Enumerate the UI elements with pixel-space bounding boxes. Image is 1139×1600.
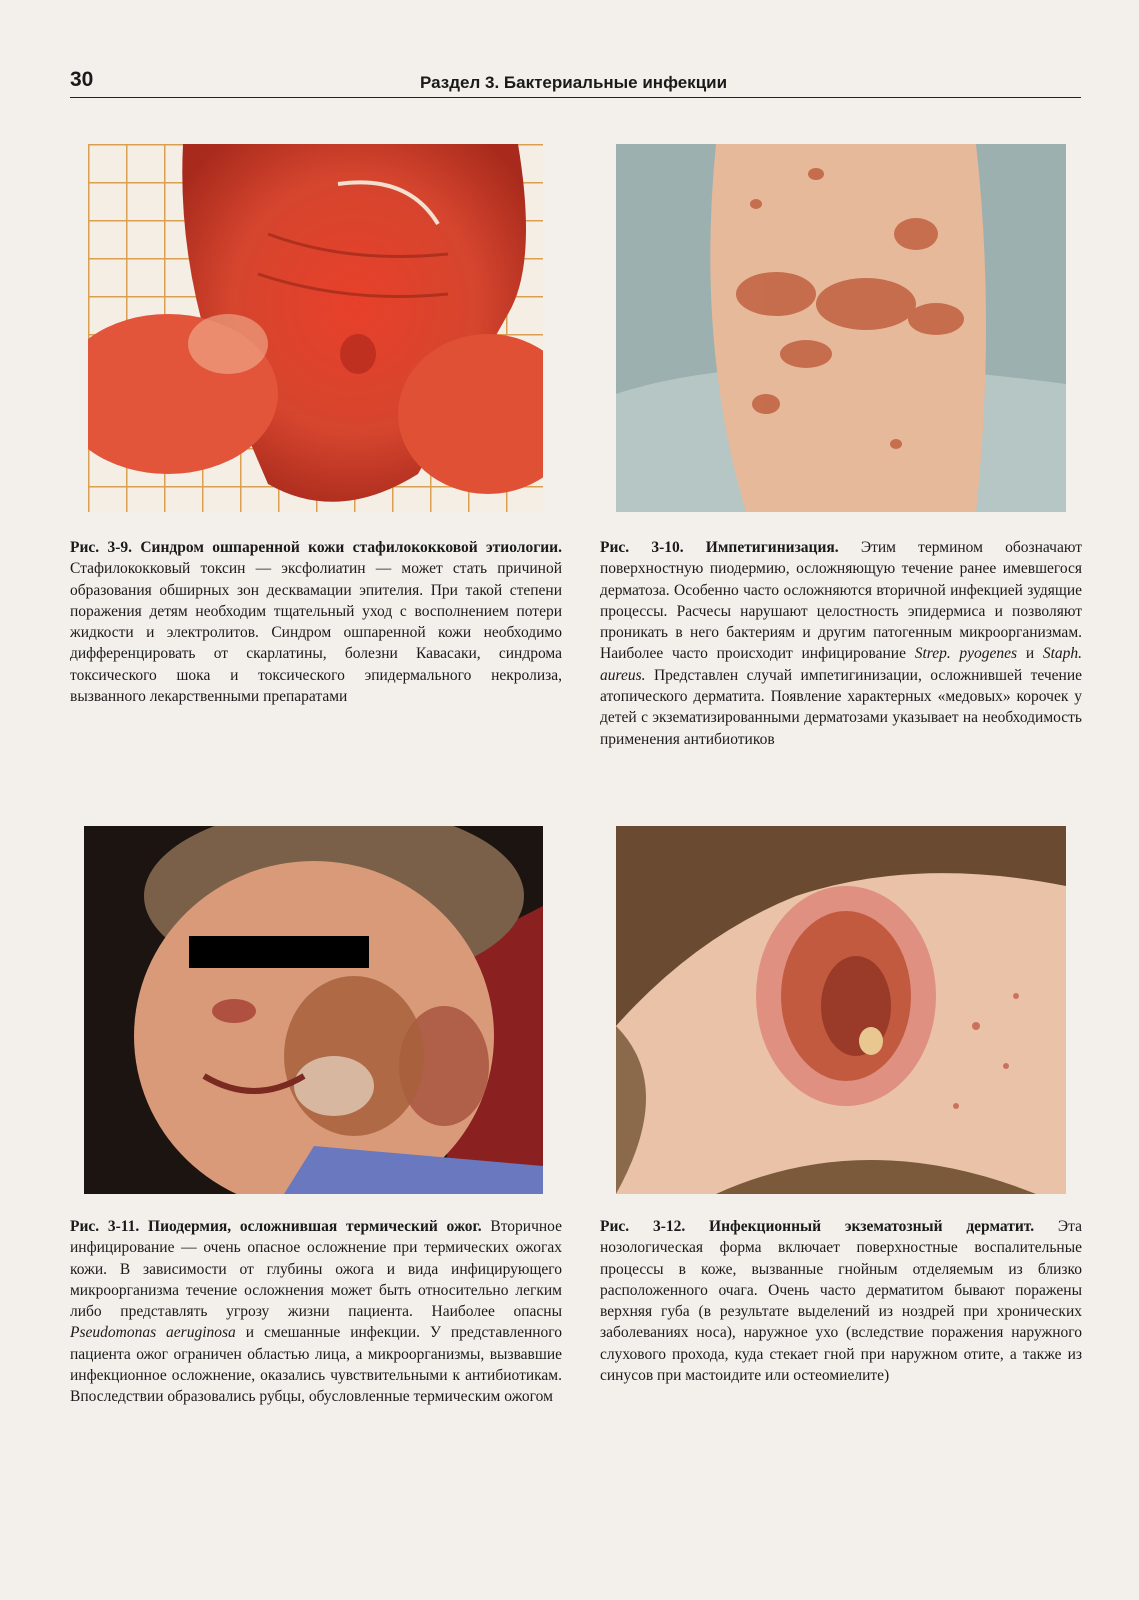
figure-3-9-caption xyxy=(70,537,562,707)
figure-3-10-caption xyxy=(600,537,1082,750)
running-header: Раздел 3. Бактериальные инфекции xyxy=(420,73,728,92)
figure-3-12-caption xyxy=(600,1216,1082,1386)
figure-3-10-text-a: Этим термином обозначают поверхностную пиодермию, осложняющую течение ранее имевшегося дерматоза. Особенно часто осложняются вторичной инфекцией зудящие процессы. Расчесы нарушают целостность эпидермиса и позволяют проникать в него бактериям и другим патогенным микроорганизмам. Наиболее часто происходит инфицирование xyxy=(600,539,1083,663)
figure-3-12-text: Эта нозологическая форма включает поверхностные воспалительные процессы в коже, вызванные гнойным отделяемым из близко расположенного очага. Очень часто дерматитом бывают поражены верхняя губа (в результате выделений из ноздрей при хронических заболеваниях носа), наружное ухо (вследствие поражения наружного слухового прохода, куда стекает гной при наружном отите, а также из синусов при мастоидите или остеомиелите) xyxy=(600,1218,1082,1385)
figure-3-10-latin-a: Strep. pyogenes xyxy=(914,645,1018,663)
figure-3-12-photo xyxy=(616,826,1066,1194)
figure-3-10-latin-b: Staph. aureus. xyxy=(600,645,1083,684)
figure-3-10-text-b: и xyxy=(1025,645,1035,663)
figure-3-9-text: Стафилококковый токсин — эксфолиатин — может стать причиной образования обширных зон десквамации эпителия. При такой степени поражения детям необходим тщательный уход с восполнением потери жидкости и электролитов. Синдром ошпаренной кожи необходимо дифференцировать от скарлатины, болезни Кавасаки, синдрома токсического шока и токсического эпидермального некролиза, вызванного лекарственными препаратами xyxy=(70,560,562,706)
figure-3-10-title: Рис. 3-10. Импетигинизация. xyxy=(600,539,839,556)
figure-3-9-title: Рис. 3-9. Синдром ошпаренной кожи стафилококковой этиологии. xyxy=(70,539,562,556)
figure-3-11-text-a: Вторичное инфицирование — очень опасное осложнение при термических ожогах кожи. В зависимости от глубины ожога и вида инфицирующего микроорганизма течение осложнения может быть относительно легким либо представлять угрозу жизни пациента. Наиболее опасны xyxy=(70,1218,562,1321)
figure-3-12-title: Рис. 3-12. Инфекционный экзематозный дерматит. xyxy=(600,1218,1035,1235)
page-number: 30 xyxy=(70,68,94,91)
figure-3-11-text-b: и смешанные инфекции. У представленного пациента ожог ограничен областью лица, а микроорганизмы, вызвавшие инфекционное осложнение, оказались чувствительными к антибиотикам. Впоследствии образовались рубцы, обусловленные термическим ожогом xyxy=(70,1324,563,1406)
figure-3-9-photo xyxy=(88,144,543,512)
figure-3-10-photo xyxy=(616,144,1066,512)
figure-3-11-photo xyxy=(84,826,543,1194)
figure-3-11-caption xyxy=(70,1216,562,1408)
figure-3-11-title: Рис. 3-11. Пиодермия, осложнившая термический ожог. xyxy=(70,1218,482,1235)
figure-3-11-latin: Pseudomonas aeruginosa xyxy=(70,1324,236,1342)
header-rule xyxy=(70,97,1081,98)
figure-3-10-text-c: Представлен случай импетигинизации, осложнившей течение атопического дерматита. Появление характерных «медовых» корочек у детей с экзематизированными дерматозами указывает на необходимость применения антибиотиков xyxy=(600,666,1082,748)
